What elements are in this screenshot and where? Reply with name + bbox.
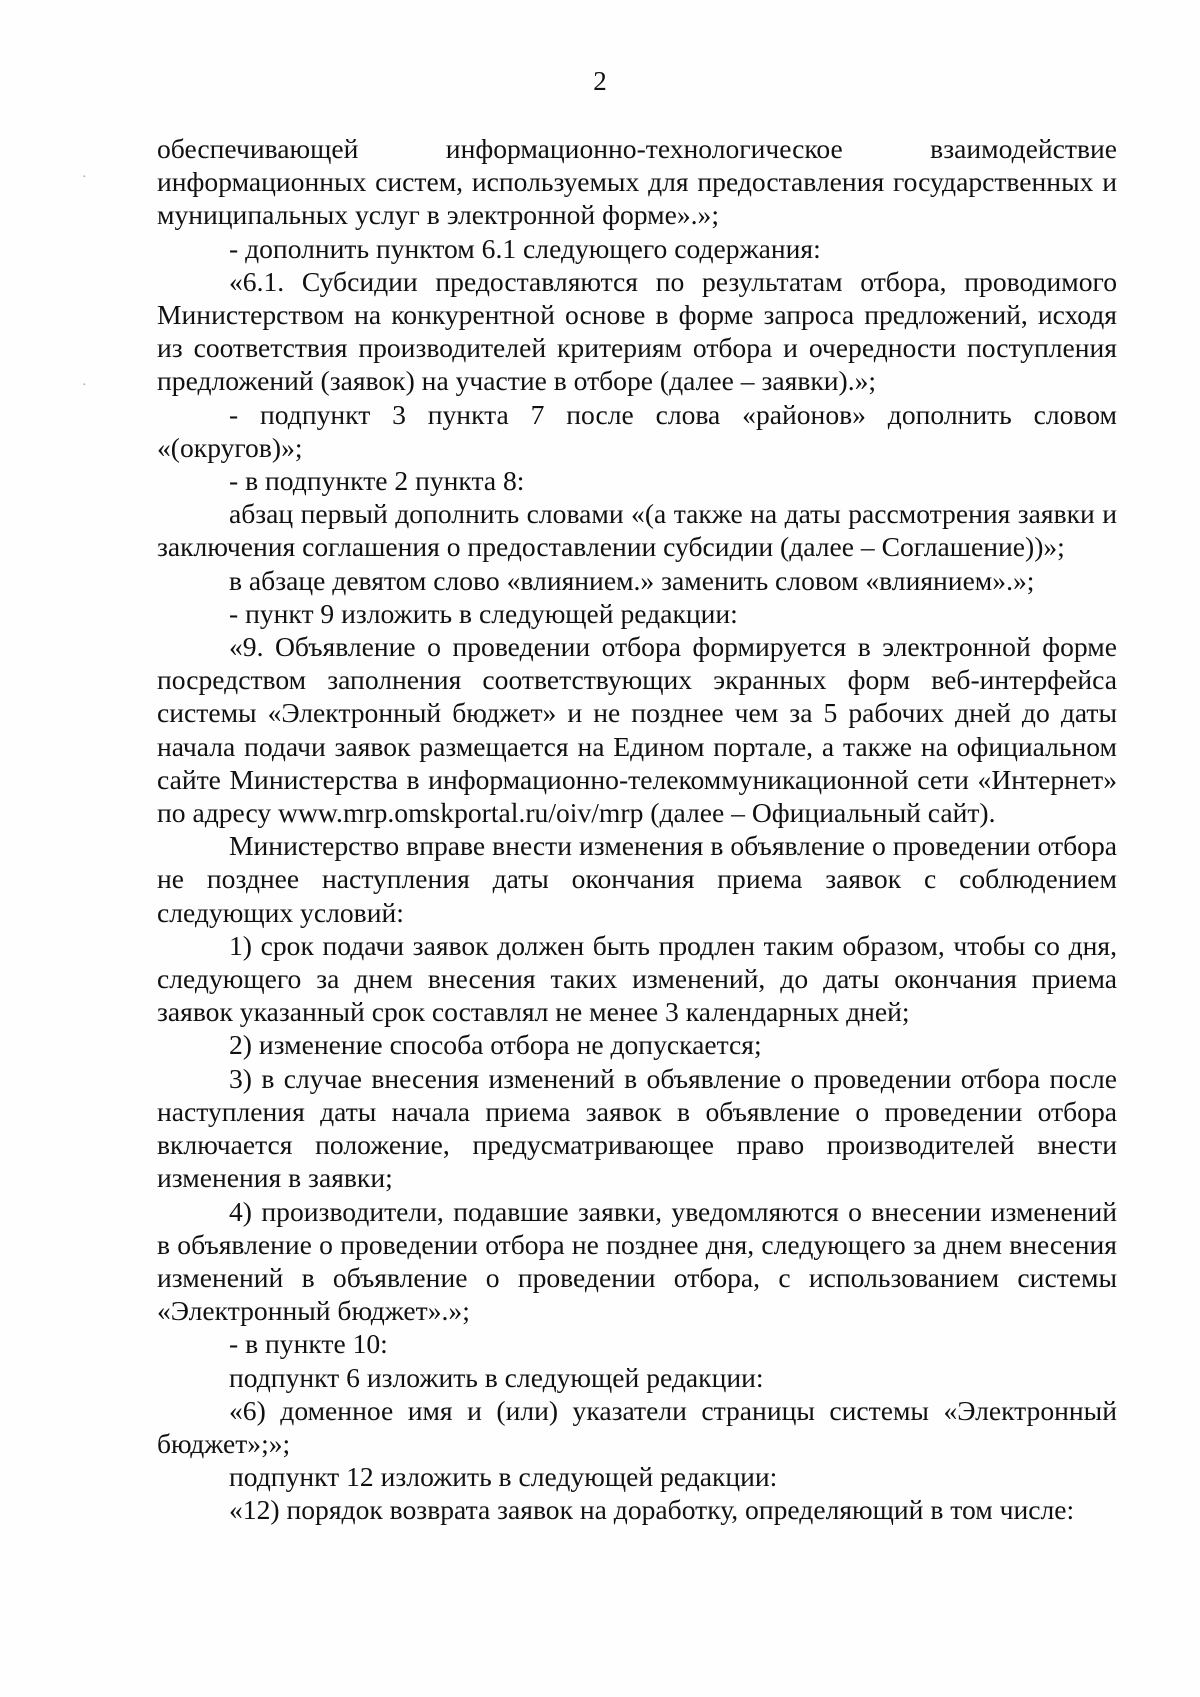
paragraph: подпункт 12 изложить в следующей редакции: <box>229 1461 778 1493</box>
paragraph: «12) порядок возврата заявок на доработку, определяющий в том числе: <box>229 1494 1075 1526</box>
margin-mark: · <box>82 378 87 393</box>
paragraph: в абзаце девятом слово «влиянием.» заменить словом «влиянием».»; <box>229 564 1035 596</box>
paragraph: - пункт 9 изложить в следующей редакции: <box>229 597 738 629</box>
paragraph: - дополнить пунктом 6.1 следующего содержания: <box>229 232 821 264</box>
paragraph: абзац первый дополнить словами «(а также на даты рассмотрения заявки и заключения соглашения о предоставлении субсидии (далее – Соглашение))»; <box>157 498 1117 563</box>
paragraph: 1) срок подачи заявок должен быть продлен таким образом, чтобы со дня, следующего за днем внесения таких изменений, до даты окончания приема заявок указанный срок составлял не менее 3 календарных дней; <box>157 929 1117 1028</box>
paragraph: подпункт 6 изложить в следующей редакции: <box>229 1361 764 1393</box>
paragraph: 4) производители, подавшие заявки, уведомляются о внесении изменений в объявление о проведении отбора не позднее дня, следующего за днем внесения изменений в объявление о проведении отбора, с использованием системы «Электронный бюджет».»; <box>157 1195 1117 1327</box>
document-body <box>157 132 1117 1527</box>
paragraph: 2) изменение способа отбора не допускается; <box>229 1029 762 1061</box>
paragraph: - в пункте 10: <box>229 1328 388 1360</box>
paragraph: 3) в случае внесения изменений в объявление о проведении отбора после наступления даты начала приема заявок в объявление о проведении отбора включается положение, предусматривающее право производителей внести изменения в заявки; <box>157 1062 1117 1194</box>
page-number: 2 <box>593 66 607 96</box>
paragraph: Министерство вправе внести изменения в объявление о проведении отбора не позднее наступления даты окончания приема заявок с соблюдением следующих условий: <box>157 830 1117 928</box>
margin-mark: · <box>82 170 87 185</box>
paragraph: «9. Объявление о проведении отбора формируется в электронной форме посредством заполнения соответствующих экранных форм веб-интерфейса системы «Электронный бюджет» и не позднее чем за 5 рабочих дней до даты начала подачи заявок размещается на Едином портале, а также на официальном сайте Министерства в информационно-телекоммуникационной сети «Интернет» по адресу www.mrp.omskportal.ru/oiv/mrp (далее – Официальный сайт). <box>157 631 1117 829</box>
paragraph: - в подпункте 2 пункта 8: <box>229 465 525 497</box>
paragraph: «6) доменное имя и (или) указатели страницы системы «Электронный бюджет»;»; <box>157 1394 1117 1459</box>
paragraph: «6.1. Субсидии предоставляются по результатам отбора, проводимого Министерством на конкурентной основе в форме запроса предложений, исходя из соответствия производителей критериям отбора и очередности поступления предложений (заявок) на участие в отборе (далее – заявки).»; <box>157 265 1117 397</box>
paragraph: обеспечивающей информационно-технологическое взаимодействие информационных систем, используемых для предоставления государственных и муниципальных услуг в электронной форме».»; <box>157 133 1117 231</box>
paragraph: - подпункт 3 пункта 7 после слова «районов» дополнить словом «(округов)»; <box>157 398 1117 463</box>
